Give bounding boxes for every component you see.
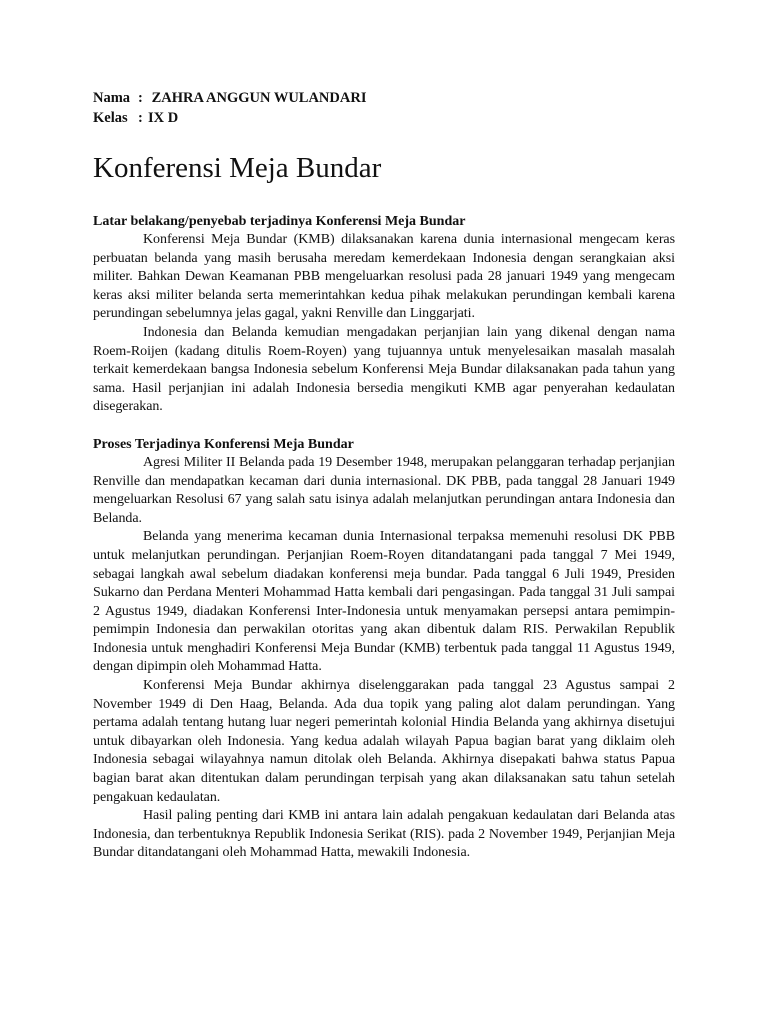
student-name-row xyxy=(93,88,675,108)
document-title: Konferensi Meja Bundar xyxy=(93,152,382,184)
section-heading-background: Latar belakang/penyebab terjadinya Konferensi Meja Bundar xyxy=(93,214,466,229)
student-class-row xyxy=(93,108,675,128)
section-spacer xyxy=(93,417,675,435)
paragraph: Agresi Militer II Belanda pada 19 Desember 1948, merupakan pelanggaran terhadap perjanjian Renville dan mendapatkan kecaman dari dunia internasional. DK PBB, pada tanggal 28 Januari 1949 mengeluarkan Resolusi 67 yang salah satu isinya adalah melanjutkan perundingan antara Indonesia dan Belanda. xyxy=(93,454,675,526)
name-separator: : xyxy=(138,90,143,106)
paragraph: Indonesia dan Belanda kemudian mengadakan perjanjian lain yang dikenal dengan nama Roem-Roijen (kadang ditulis Roem-Royen) yang tujuannya untuk menyelesaikan masalah masalah terkait kemerdekaan bangsa Indonesia sebelum Konferensi Meja Bundar dilaksanakan pada tahun yang sama. Hasil perjanjian ini adalah Indonesia bersedia mengikuti KMB agar penyerahan kedaulatan disegerakan. xyxy=(93,324,675,415)
paragraph: Konferensi Meja Bundar (KMB) dilaksanakan karena dunia internasional mengecam keras perbuatan belanda yang masih berusaha meredam kemerdekaan Indonesia dengan serangkaian aksi militer. Bahkan Dewan Keamanan PBB mengeluarkan resolusi pada 28 januari 1949 yang mengecam keras aksi militer belanda serta memerintahkan kedua pihak melakukan perundingan kembali karena perundingan sebelumnya jelas gagal, yakni Renville dan Linggarjati. xyxy=(93,232,675,322)
class-separator: : xyxy=(138,110,143,126)
student-name: ZAHRA ANGGUN WULANDARI xyxy=(151,90,367,106)
paragraph: Belanda yang menerima kecaman dunia Internasional terpaksa memenuhi resolusi DK PBB untuk melanjutkan perundingan. Perjanjian Roem-Royen ditandatangani pada tanggal 7 Mei 1949, sebagai langkah awal sebelum diadakan konferensi meja bundar. Pada tanggal 6 Juli 1949, Presiden Sukarno dan Perdana Menteri Mohammad Hatta kembali dari pengasingan. Pada tanggal 31 Juli sampai 2 Agustus 1949, diadakan Konferensi Inter-Indonesia untuk menyamakan persepsi antara pemimpin-pemimpin Indonesia dan perwakilan otoritas yang akan dibentuk dalam RIS. Perwakilan Republik Indonesia untuk menghadiri Konferensi Meja Bundar (KMB) terbentuk pada tanggal 11 Agustus 1949, dengan dipimpin oleh Mohammad Hatta. xyxy=(93,529,675,675)
class-label: Kelas xyxy=(93,110,128,126)
section-heading-process: Proses Terjadinya Konferensi Meja Bundar xyxy=(93,436,354,452)
paragraph: Hasil paling penting dari KMB ini antara lain adalah pengakuan kedaulatan dari Belanda atas Indonesia, dan terbentuknya Republik Indonesia Serikat (RIS). pada 2 November 1949, Perjanjian Meja Bundar ditandatangani oleh Mohammad Hatta, mewakili Indonesia. xyxy=(93,808,675,861)
name-label: Nama xyxy=(93,90,131,106)
student-class: IX D xyxy=(148,110,179,126)
paragraph: Konferensi Meja Bundar akhirnya diselenggarakan pada tanggal 23 Agustus sampai 2 November 1949 di Den Haag, Belanda. Ada dua topik yang paling alot dalam perundingan. Yang pertama adalah tentang hutang luar negeri pemerintah kolonial Hindia Belanda yang akhirnya disetujui untuk dibayarkan oleh Indonesia. Yang kedua adalah wilayah Papua bagian barat yang diklaim oleh Indonesia sebagai wilayahnya namun ditolak oleh Belanda. Akhirnya disepakati bahwa status Papua bagian barat akan ditentukan dalam perundingan terpisah yang akan dilaksanakan satu tahun setelah pengakuan kedaulatan. xyxy=(93,678,675,805)
